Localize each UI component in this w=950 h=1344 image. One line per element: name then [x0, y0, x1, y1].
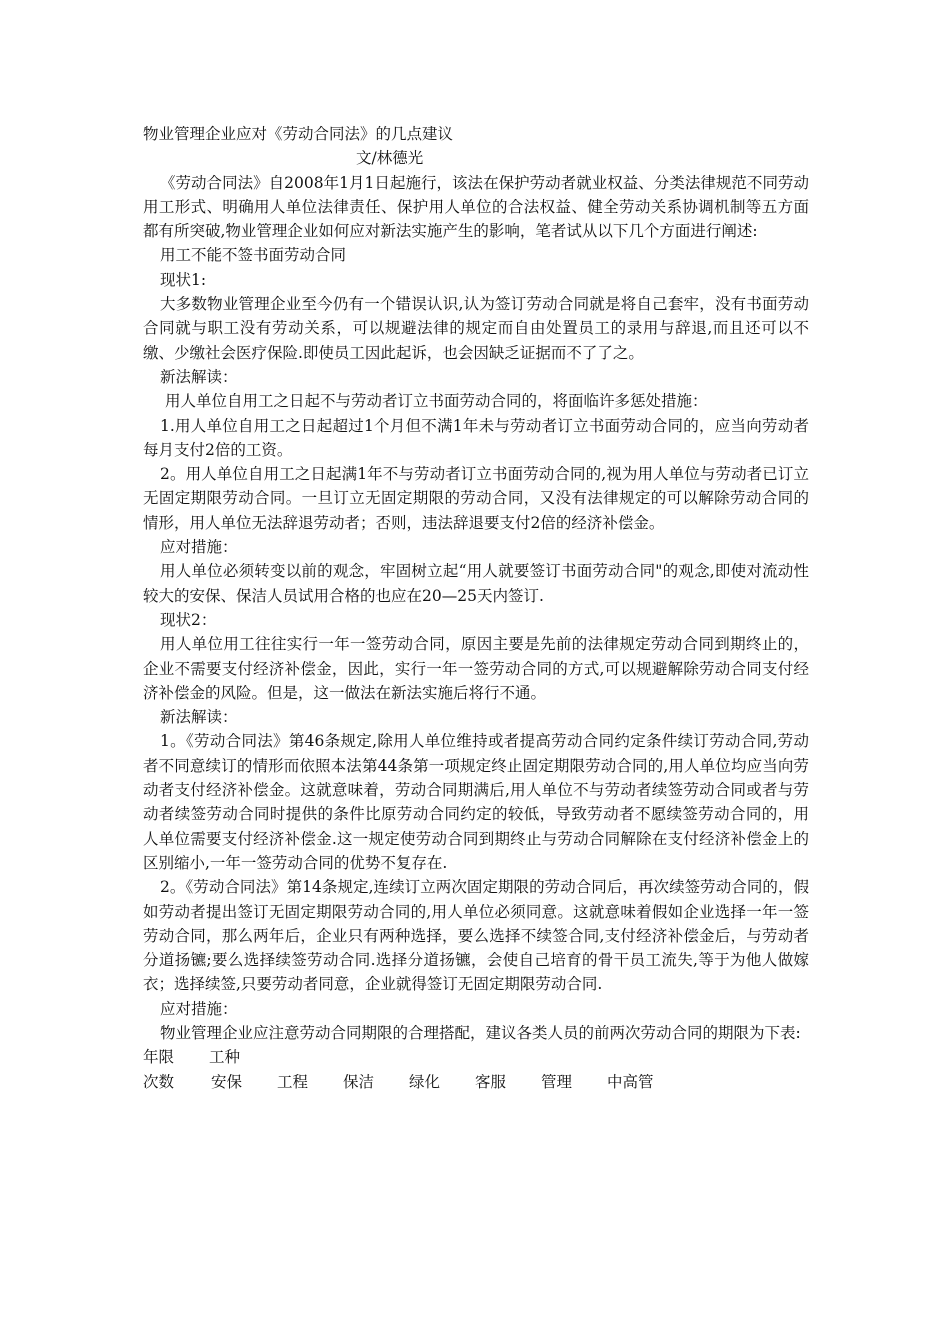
document-page	[143, 122, 809, 1094]
table-column-row	[143, 1070, 809, 1094]
subheading: 应对措施：	[160, 538, 238, 557]
table-column-cell: 管理	[541, 1072, 573, 1091]
subheading: 应对措施：	[160, 999, 238, 1018]
table-header-cell: 工种	[209, 1048, 241, 1067]
paragraph: 2。《劳动合同法》第14条规定,连续订立两次固定期限的劳动合同后，再次续签劳动合同的，假如劳动者提出签订无固定期限劳动合同的,用人单位必须同意。这就意味着假如企业选择一年一签劳动合同，那么两年后，企业只有两种选择，要么选择不续签合同,支付经济补偿金后，与劳动者分道扬镳;要么选择续签劳动合同.选择分道扬镳，会使自己培育的骨干员工流失,等于为他人做嫁衣；选择续签,只要劳动者同意，企业就得签订无固定期限劳动合同.	[143, 878, 809, 994]
subheading: 新法解读：	[160, 708, 238, 727]
table-header-row	[143, 1045, 809, 1069]
table-header-cell: 年限	[143, 1048, 175, 1067]
subheading: 现状2：	[160, 610, 217, 629]
paragraph: 用人单位自用工之日起不与劳动者订立书面劳动合同的，将面临许多惩处措施：	[165, 392, 708, 411]
subheading: 现状1:	[160, 270, 207, 289]
paragraph: 物业管理企业应注意劳动合同期限的合理搭配，建议各类人员的前两次劳动合同的期限为下表:	[160, 1023, 801, 1042]
table-column-cell: 安保	[211, 1072, 243, 1091]
paragraph: 1。《劳动合同法》第46条规定,除用人单位维持或者提高劳动合同约定条件续订劳动合同,劳动者不同意续订的情形而依照本法第44条第一项规定终止固定期限劳动合同的,用人单位均应当向劳动者支付经济补偿金。这就意味着，劳动合同期满后,用人单位不与劳动者续签劳动合同或者与劳动者续签劳动合同时提供的条件比原劳动合同约定的较低，导致劳动者不愿续签劳动合同的，用人单位需要支付经济补偿金.这一规定使劳动合同到期终止与劳动合同解除在支付经济补偿金上的区别缩小,一年一签劳动合同的优势不复存在.	[143, 732, 809, 872]
table-column-cell: 中高管	[607, 1072, 654, 1091]
table-column-cell: 客服	[475, 1072, 507, 1091]
paragraph: 用人单位必须转变以前的观念，牢固树立起“用人就要签订书面劳动合同"的观念,即使对流动性较大的安保、保洁人员试用合格的也应在20—25天内签订.	[143, 562, 809, 605]
paragraph: 大多数物业管理企业至今仍有一个错误认识,认为签订劳动合同就是将自己套牢，没有书面劳动合同就与职工没有劳动关系，可以规避法律的规定而自由处置员工的录用与辞退,而且还可以不缴、少缴社会医疗保险.即使员工因此起诉，也会因缺乏证据而不了了之。	[143, 295, 809, 362]
subheading: 新法解读：	[160, 367, 238, 386]
table-column-cell: 绿化	[409, 1072, 441, 1091]
table-column-cell: 工程	[277, 1072, 309, 1091]
table-column-cell: 保洁	[343, 1072, 375, 1091]
paragraph: 《劳动合同法》自2008年1月1日起施行，该法在保护劳动者就业权益、分类法律规范不同劳动用工形式、明确用人单位法律责任、保护用人单位的合法权益、健全劳动关系协调机制等五方面都有所突破,物业管理企业如何应对新法实施产生的影响，笔者试从以下几个方面进行阐述:	[143, 173, 809, 241]
table-column-cell: 次数	[143, 1072, 175, 1091]
paragraph: 2。用人单位自用工之日起满1年不与劳动者订立书面劳动合同的,视为用人单位与劳动者已订立无固定期限劳动合同。一旦订立无固定期限的劳动合同，又没有法律规定的可以解除劳动合同的情形，用人单位无法辞退劳动者；否则，违法辞退要支付2倍的经济补偿金。	[143, 465, 809, 532]
section-heading: 用工不能不签书面劳动合同	[160, 246, 347, 265]
paragraph: 1.用人单位自用工之日起超过1个月但不满1年未与劳动者订立书面劳动合同的，应当向劳动者每月支付2倍的工资。	[143, 416, 809, 459]
paragraph: 用人单位用工往往实行一年一签劳动合同，原因主要是先前的法律规定劳动合同到期终止的，企业不需要支付经济补偿金，因此，实行一年一签劳动合同的方式,可以规避解除劳动合同支付经济补偿金的风险。但是，这一做法在新法实施后将行不通。	[143, 635, 809, 702]
author-line: 文/林德光	[356, 149, 424, 168]
document-title: 物业管理企业应对《劳动合同法》的几点建议	[143, 125, 454, 143]
